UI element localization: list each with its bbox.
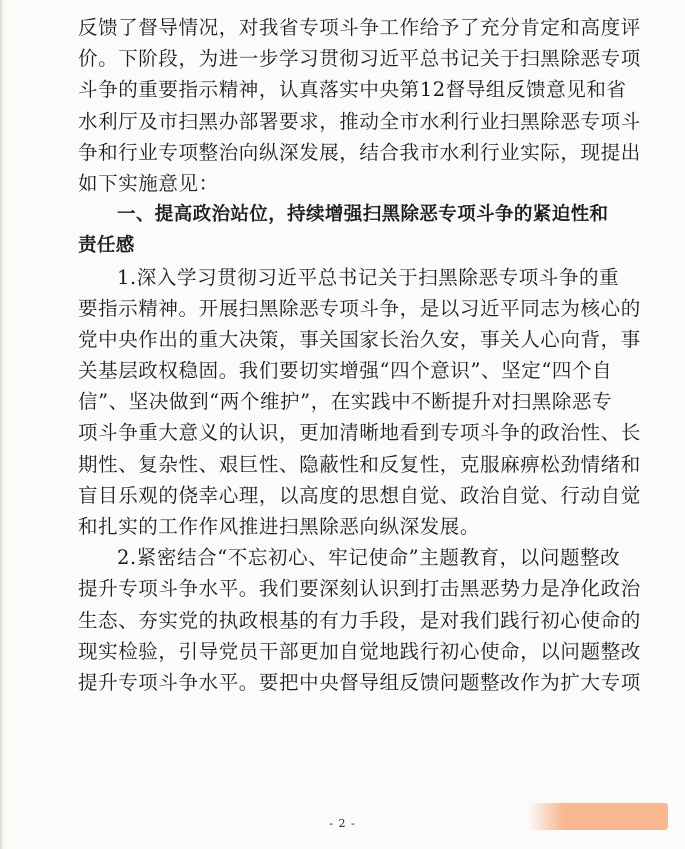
paragraph-1-line: 要指示精神。开展扫黑除恶专项斗争，是以习近平同志为核心的 [78,296,641,320]
paragraph-2-line: 提升专项斗争水平。我们要深刻认识到打击黑恶势力是净化政治 [78,577,641,601]
text-line: 水利厅及市扫黑办部署要求，推动全市水利行业扫黑除恶专项斗 [78,109,641,133]
section-heading-cont: 责任感 [78,235,135,257]
paragraph-2-line: 提升专项斗争水平。要把中央督导组反馈问题整改作为扩大专项 [78,670,641,694]
paragraph-1-line: 1.深入学习贯彻习近平总书记关于扫黑除恶专项斗争的重 [117,265,620,289]
text-line: 争和行业专项整治向纵深发展，结合我市水利行业实际，现提出 [78,140,641,164]
paragraph-1-line: 信”、坚决做到“两个维护”，在实践中不断提升对扫黑除恶专 [78,390,613,414]
paragraph-2-line: 现实检验，引导党员干部更加自觉地践行初心使命，以问题整改 [78,639,641,663]
text-line: 价。下阶段，为进一步学习贯彻习近平总书记关于扫黑除恶专项 [78,47,641,71]
section-heading: 一、提高政治站位，持续增强扫黑除恶专项斗争的紧迫性和 [117,204,609,226]
paragraph-2-line: 2.紧密结合“不忘初心、牢记使命”主题教育，以问题整改 [117,546,621,570]
document-body [78,12,641,698]
paragraph-1-line: 和扎实的工作作风推进扫黑除恶向纵深发展。 [78,515,481,538]
paragraph-1-line: 期性、复杂性、艰巨性、隐蔽性和反复性，克服麻痹松劲情绪和 [78,452,641,476]
paragraph-1-line: 盲目乐观的侥幸心理，以高度的思想自觉、政治自觉、行动自觉 [78,483,641,507]
paragraph-2-line: 生态、夯实党的执政根基的有力手段，是对我们践行初心使命的 [78,608,641,632]
paragraph-1-line: 党中央作出的重大决策，事关国家长治久安，事关人心向背，事 [78,327,641,351]
text-line: 斗争的重要指示精神，认真落实中央第12督导组反馈意见和省 [78,78,627,102]
text-line: 如下实施意见： [78,171,219,195]
page-fold-shadow [0,0,4,849]
paragraph-1-line: 项斗争重大意义的认识，更加清晰地看到专项斗争的政治性、长 [78,421,641,445]
paragraph-1-line: 关基层政权稳固。我们要切实增强“四个意识”、坚定“四个自 [78,359,613,383]
page-number: - 2 - [329,817,356,830]
text-line: 反馈了督导情况，对我省专项斗争工作给予了充分肯定和高度评 [78,16,641,39]
